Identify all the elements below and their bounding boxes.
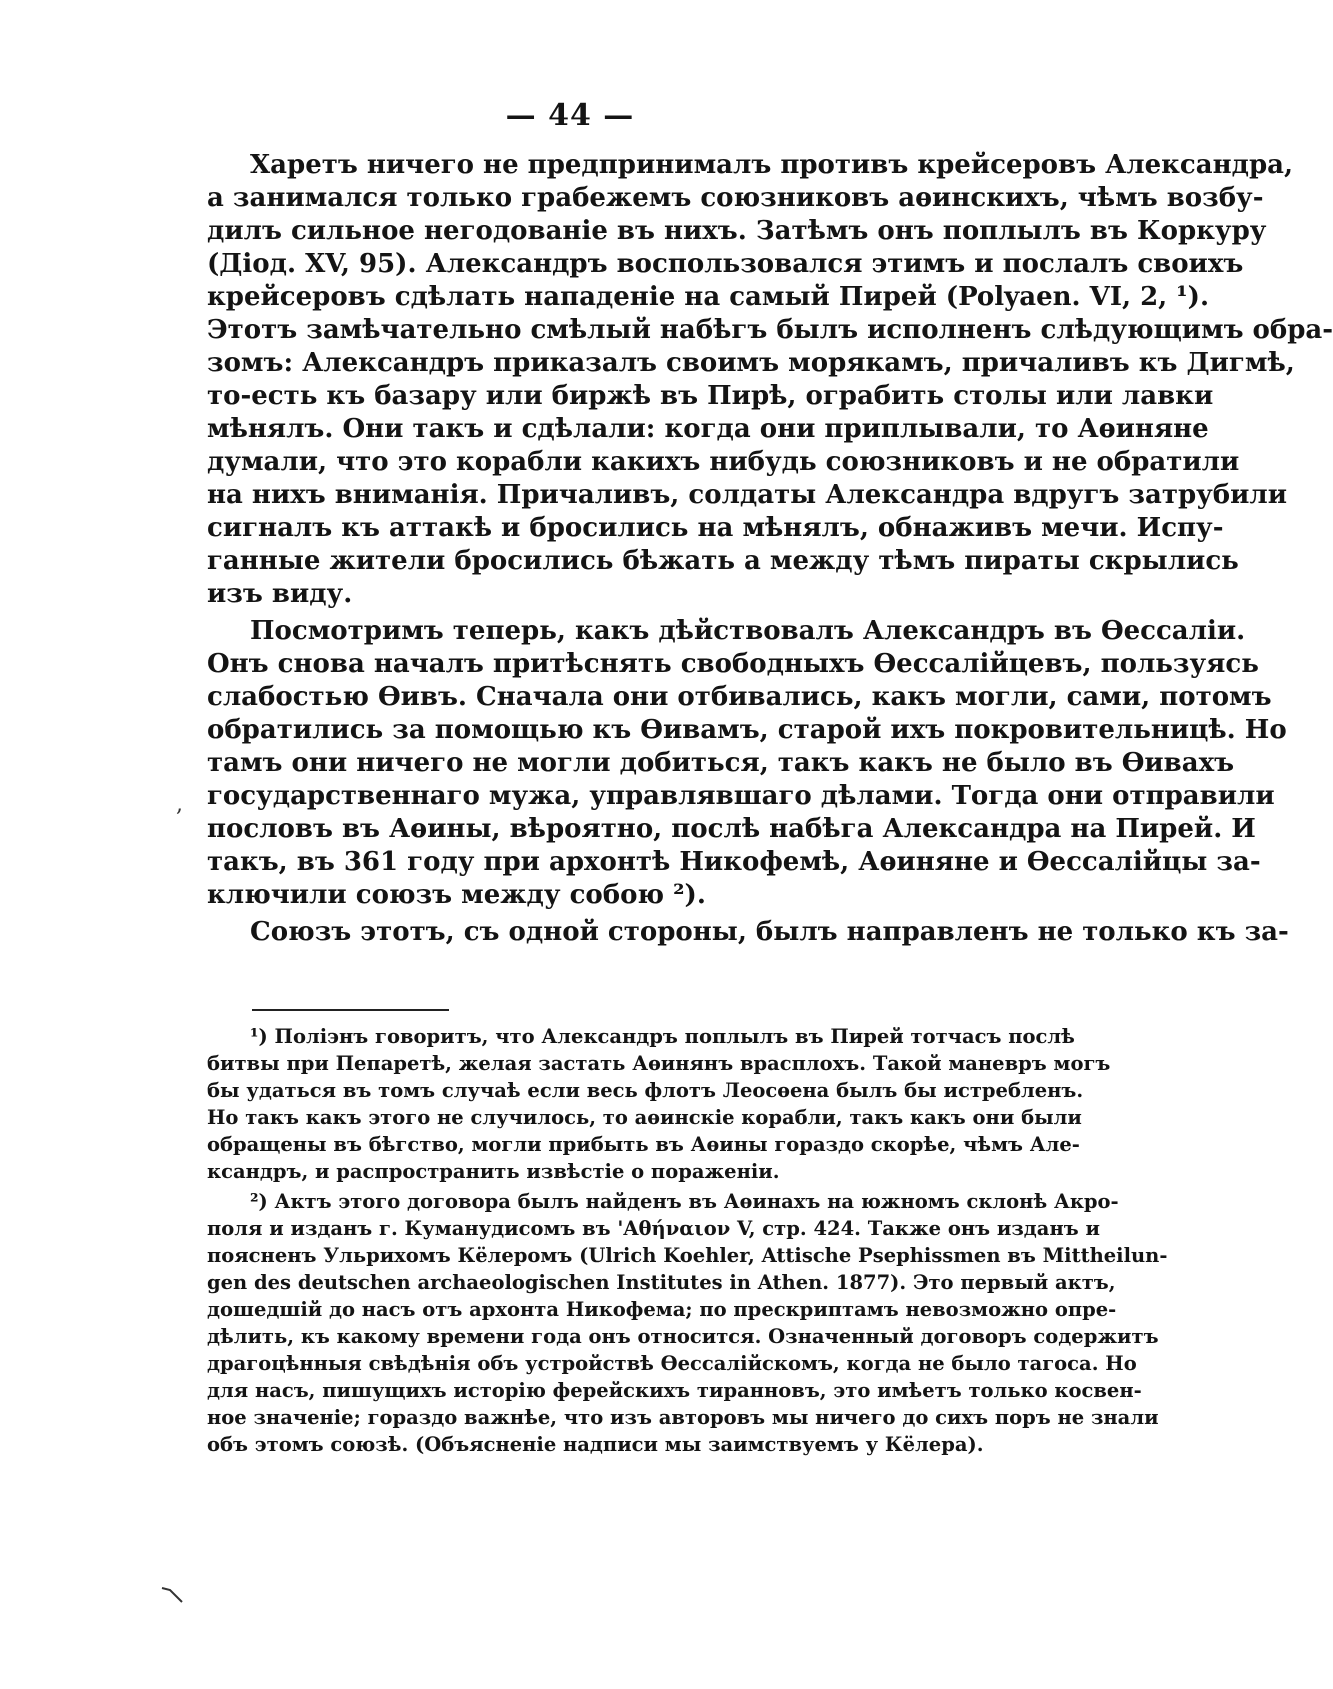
- footnote-line: ное значеніе; гораздо важнѣе, что изъ авторовъ мы ничего до сихъ поръ не знали: [207, 1406, 1159, 1429]
- footnote-line: дошедшій до насъ отъ архонта Никофема; по прескриптамъ невозможно опре-: [207, 1298, 1117, 1321]
- footnote-line: Но такъ какъ этого не случилось, то аѳинскіе корабли, такъ какъ они были: [207, 1106, 1082, 1129]
- text-line: то-есть къ базару или биржѣ въ Пирѣ, ограбить столы или лавки: [207, 381, 1214, 411]
- footnote-line: объ этомъ союзѣ. (Объясненіе надписи мы заимствуемъ у Кёлера).: [207, 1433, 984, 1456]
- text-line: Союзъ этотъ, съ одной стороны, былъ направленъ не только къ за-: [250, 917, 1289, 947]
- footnote-line: дѣлить, къ какому времени года онъ относится. Означенный договоръ содержитъ: [207, 1325, 1159, 1348]
- text-line: ганные жители бросились бѣжать а между тѣмъ пираты скрылись: [207, 546, 1239, 576]
- text-line: а занимался только грабежемъ союзниковъ аѳинскихъ, чѣмъ возбу-: [207, 183, 1264, 213]
- footnote-line: битвы при Пепаретѣ, желая застать Аѳинянъ врасплохъ. Такой маневръ могъ: [207, 1052, 1111, 1075]
- text-line: на нихъ вниманія. Причаливъ, солдаты Александра вдругъ затрубили: [207, 480, 1288, 510]
- text-line: изъ виду.: [207, 579, 353, 609]
- ink-scratch-mark: [160, 1584, 188, 1606]
- ink-mark: ,: [176, 792, 183, 817]
- text-line: обратились за помощью къ Ѳивамъ, старой ихъ покровительницѣ. Но: [207, 715, 1287, 745]
- footnote-line: драгоцѣнныя свѣдѣнія объ устройствѣ Ѳессалійскомъ, когда не было тагоса. Но: [207, 1352, 1137, 1375]
- footnote-line: gen des deutschen archaeologischen Institutes in Athen. 1877). Это первый актъ,: [207, 1271, 1116, 1294]
- footnote-line: поля и изданъ г. Куманудисомъ въ 'Αθήναιον V, стр. 424. Также онъ изданъ и: [207, 1217, 1100, 1240]
- text-line: Онъ снова началъ притѣснять свободныхъ Ѳессалійцевъ, пользуясь: [207, 649, 1259, 679]
- text-line: тамъ они ничего не могли добиться, такъ какъ не было въ Ѳивахъ: [207, 748, 1235, 778]
- footnote-line: ²) Актъ этого договора былъ найденъ въ Аѳинахъ на южномъ склонѣ Акро-: [250, 1190, 1119, 1213]
- text-line: Харетъ ничего не предпринималъ противъ крейсеровъ Александра,: [250, 150, 1294, 180]
- text-line: зомъ: Александръ приказалъ своимъ морякамъ, причаливъ къ Дигмѣ,: [207, 348, 1295, 378]
- text-line: думали, что это корабли какихъ нибудь союзниковъ и не обратили: [207, 447, 1240, 477]
- text-line: Посмотримъ теперь, какъ дѣйствовалъ Александръ въ Ѳессаліи.: [250, 616, 1246, 646]
- text-line: крейсеровъ сдѣлать нападеніе на самый Пирей (Polyaen. VI, 2, ¹).: [207, 282, 1210, 312]
- footnote-line: обращены въ бѣгство, могли прибыть въ Аѳины гораздо скорѣе, чѣмъ Але-: [207, 1133, 1080, 1156]
- text-line: ключили союзъ между собою ²).: [207, 880, 706, 910]
- page-number: — 44 —: [505, 98, 635, 133]
- text-line: такъ, въ 361 году при архонтѣ Никофемѣ, Аѳиняне и Ѳессалійцы за-: [207, 847, 1261, 877]
- footnote-line: для насъ, пишущихъ исторію ферейскихъ тиранновъ, это имѣетъ только косвен-: [207, 1379, 1142, 1402]
- text-line: слабостью Ѳивъ. Сначала они отбивались, какъ могли, сами, потомъ: [207, 682, 1272, 712]
- text-line: пословъ въ Аѳины, вѣроятно, послѣ набѣга Александра на Пирей. И: [207, 814, 1256, 844]
- text-line: дилъ сильное негодованіе въ нихъ. Затѣмъ онъ поплылъ въ Коркуру: [207, 216, 1267, 246]
- text-line: государственнаго мужа, управлявшаго дѣлами. Тогда они отправили: [207, 781, 1275, 811]
- text-line: Этотъ замѣчательно смѣлый набѣгъ былъ исполненъ слѣдующимъ обра-: [207, 315, 1333, 345]
- text-line: мѣнялъ. Они такъ и сдѣлали: когда они приплывали, то Аѳиняне: [207, 414, 1209, 444]
- footnote-line: ¹) Поліэнъ говоритъ, что Александръ поплылъ въ Пирей тотчасъ послѣ: [250, 1025, 1075, 1048]
- footnote-separator: [252, 1009, 449, 1011]
- text-line: (Діод. XV, 95). Александръ воспользовался этимъ и послалъ своихъ: [207, 249, 1244, 279]
- footnote-line: бы удаться въ томъ случаѣ если весь флотъ Леосѳена былъ бы истребленъ.: [207, 1079, 1084, 1102]
- footnote-line: поясненъ Ульрихомъ Кёлеромъ (Ulrich Koehler, Attische Psephissmen въ Mittheilun-: [207, 1244, 1168, 1267]
- text-line: сигналъ къ аттакѣ и бросились на мѣнялъ, обнаживъ мечи. Испу-: [207, 513, 1224, 543]
- footnote-line: ксандръ, и распространить извѣстіе о пораженіи.: [207, 1160, 780, 1183]
